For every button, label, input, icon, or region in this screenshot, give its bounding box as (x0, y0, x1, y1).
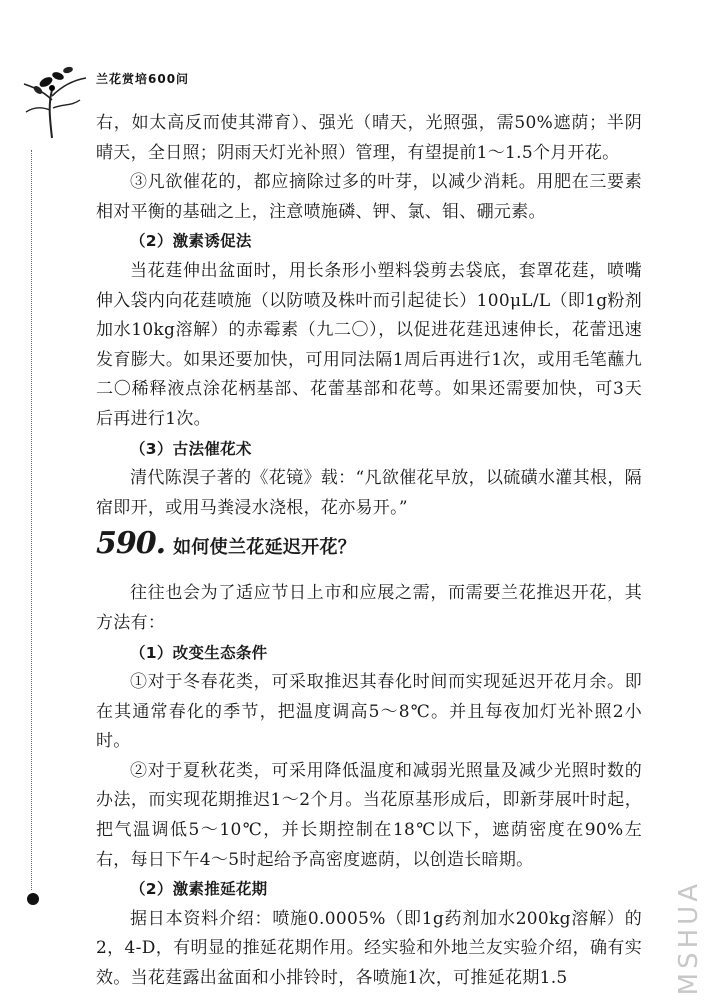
paragraph-ancient: 清代陈淏子著的《花镜》载：“凡欲催花早放，以硫磺水灌其根，隔宿即开，或用马粪浸水浇根，花亦易开。” (96, 468, 642, 518)
paragraph-delay: 据日本资料介绍：喷施0.0005%（即1g药剂加水200kg溶解）的2，4-D，有明显的推延花期作用。经实验和外地兰友实验介绍，确有实效。当花莛露出盆面和小排铃时，各喷施1次，可推延花期1.5 (96, 908, 642, 989)
paragraph-ecology-1: ①对于冬春花类，可采取推迟其春化时间而实现延迟开花月余。即在其通常春化的季节，把温度调高5～8℃。并且每夜加灯光补照2小时。 (96, 672, 642, 752)
paragraph-item-3: ③凡欲催花的，都应摘除过多的叶芽，以减少消耗。用肥在三要素相对平衡的基础之上，注意喷施磷、钾、氯、钼、硼元素。 (96, 172, 642, 222)
body-text (96, 109, 642, 994)
orchid-sketch-icon (22, 60, 92, 140)
running-head: 兰花赏培600问 (96, 72, 190, 86)
question-title (96, 526, 642, 573)
section-heading-ecology: （1）改变生态条件 (130, 643, 268, 662)
paragraph-hormone: 当花莛伸出盆面时，用长条形小塑料袋剪去袋底，套罩花莛，喷嘴伸入袋内向花莛喷施（以防喷及株叶而引起徒长）100μL/L（即1g粉剂加水10kg溶解）的赤霉素（九二〇），以促进花莛迅速伸长，花蕾迅速发育膨大。如果还要加快，可用同法隔1周后再进行1次，或用毛笔蘸九二〇稀释液点涂花柄基部、花蕾基部和花萼。如果还需要加快，可3天后再进行1次。 (96, 260, 642, 429)
section-heading-hormone: （2）激素诱促法 (130, 232, 252, 251)
margin-dotted-rule (31, 150, 32, 890)
question-text: 如何使兰花延迟开花？ (173, 537, 357, 559)
question-number: 590. (96, 526, 166, 562)
paragraph-intro: 往往也会为了适应节日上市和应展之需，而需要兰花推迟开花，其方法有： (96, 583, 642, 633)
paragraph-ecology-2: ②对于夏秋花类，可采用降低温度和减弱光照量及减少光照时数的办法，而实现花期推迟1～2个月。当花原基形成后，即新芽展叶时起，把气温调低5～10℃，并长期控制在18℃以下，遮荫密度在90%左右，每日下午4～5时起给予高密度遮荫，以创造长暗期。 (96, 760, 642, 870)
paragraph-continuation: 右，如太高反而使其滞育）、强光（晴天，光照强，需50%遮荫；半阴晴天，全日照；阴雨天灯光补照）管理，有望提前1～1.5个月开花。 (96, 113, 642, 163)
section-heading-ancient: （3）古法催花术 (130, 439, 252, 458)
section-heading-delay: （2）激素推延花期 (130, 880, 268, 899)
page-marker-dot (27, 893, 39, 905)
watermark: MSHUA (674, 879, 704, 995)
